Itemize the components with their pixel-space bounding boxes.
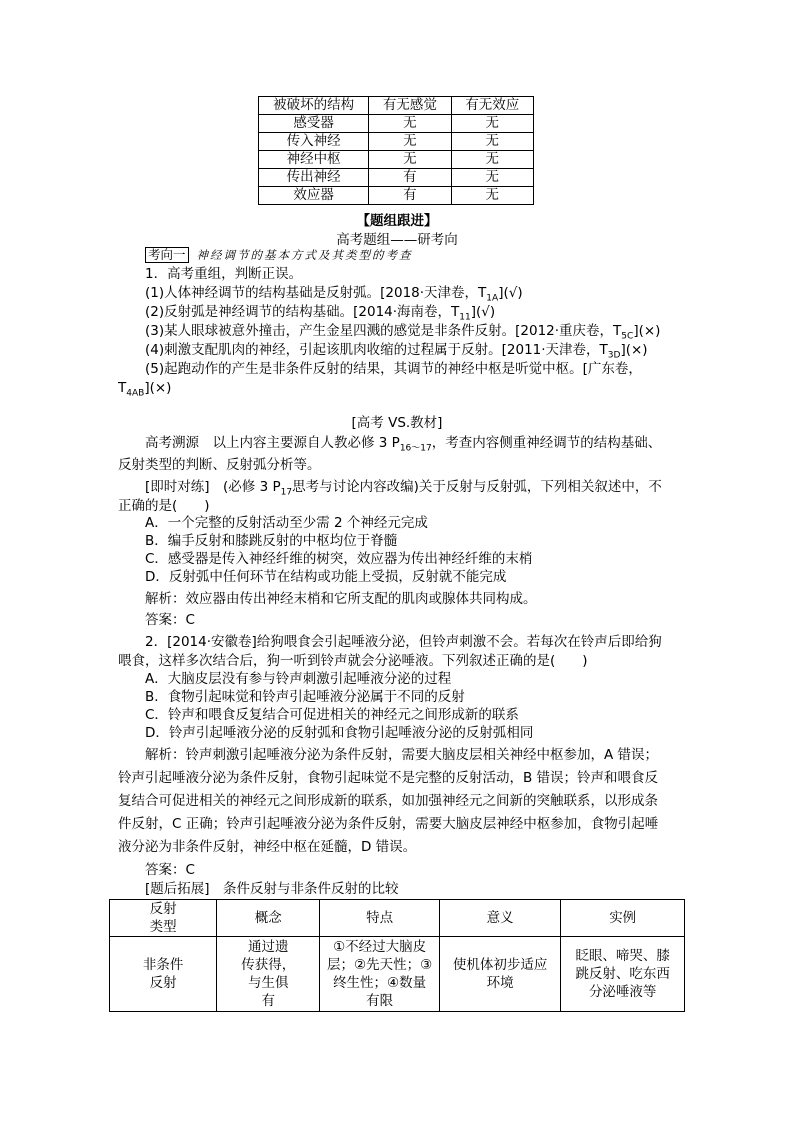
table-row [259,133,534,151]
table-header-cell: 意义 [439,900,561,937]
section-subtitle: 高考题组——研考向 [336,232,458,248]
q2-option: A．大脑皮层没有参与铃声刺激引起唾液分泌的过程 [145,671,452,687]
q1-item: (3)某人眼球被意外撞击，产生金星四溅的感觉是非条件反射。[2012·重庆卷，$T_{5C}](\times)$ [145,323,661,342]
table-header-cell: 实例 [561,900,685,937]
table-header-cell: 有无感觉 [369,97,451,115]
q1-item: (1)人体神经调节的结构基础是反射弧。[2018·天津卷，$T_{1A}](√)$ [145,285,523,304]
q1-item: (5)起跑动作的产生是非条件反射的结果，其调节的神经中枢是听觉中枢。[广东卷， [145,361,642,377]
practice-option: A．一个完整的反射活动至少需 2 个神经元完成 [145,515,428,531]
table-cell: 传入神经 [259,133,369,151]
table-cell: 无 [369,115,451,133]
q2-analysis-line: 复结合可促进相关的神经元之间形成新的联系，如加强神经元之间新的突触联系，以形成条 [118,793,658,809]
source-line: 高考溯源 以上内容主要源自人教必修 3 $P_{16\sim 17}$，考查内容侧重神经调节的结构基础、 [145,435,662,454]
exam-tag: 考向一 [145,247,189,263]
q2-stem: 喂食，这样多次结合后，狗一听到铃声就会分泌唾液。下列叙述正确的是( ) [118,653,588,669]
table-cell: 有 [369,169,451,187]
table-header-cell: 概念 [217,900,320,937]
practice-stem: [即时对练] (必修 3 $P_{17}$思考与讨论内容改编)关于反射与反射弧，下列相关叙述中，不 [145,479,662,498]
q2-analysis-line: 液分泌为非条件反射，神经中枢在延髓，D 错误。 [118,839,417,855]
q1-item: (2)反射弧是神经调节的结构基础。[2014·海南卷，$T_{11}](√)$ [145,304,496,323]
q2-answer: 答案：C [145,862,195,878]
q1-stem: 1．高考重组，判断正误。 [145,266,303,282]
table-cell: 感受器 [259,115,369,133]
table-cell: 眨眼、啼哭、膝 跳反射、吃东西 分泌唾液等 [561,937,685,1012]
q2-analysis-line: 铃声引起唾液分泌为条件反射，食物引起味觉不是完整的反射活动，B 错误；铃声和喂食反 [118,770,659,786]
table-cell: 通过遗 传获得， 与生俱 有 [217,937,320,1012]
extension-title: [题后拓展] 条件反射与非条件反射的比较 [145,881,399,897]
table-cell: 使机体初步适应 环境 [439,937,561,1012]
reflex-comparison-table [109,899,685,1012]
source-line: 反射类型的判断、反射弧分析等。 [118,457,321,473]
practice-option: D．反射弧中任何环节在结构或功能上受损，反射就不能完成 [145,569,507,585]
table-header-row [259,97,534,115]
table-cell: 无 [451,187,533,205]
table-header-row [110,900,685,937]
table-row [259,115,534,133]
section-title: 【题组跟进】 [356,213,438,229]
table-row [259,169,534,187]
q2-option: C．铃声和喂食反复结合可促进相关的神经元之间形成新的联系 [145,707,519,723]
practice-option: B．编手反射和膝跳反射的中枢均位于脊髓 [145,533,398,549]
vs-title: [高考 VS.教材] [351,415,443,431]
table-cell: 有 [369,187,451,205]
q2-stem: 2．[2014·安徽卷]给狗喂食会引起唾液分泌，但铃声刺激不会。若每次在铃声后即给狗 [145,634,662,650]
table-cell: ①不经过大脑皮 层；②先天性；③ 终生性；④数量 有限 [320,937,439,1012]
table-row [110,937,685,1012]
q2-analysis-line: 解析：铃声刺激引起唾液分泌为条件反射，需要大脑皮层相关神经中枢参加，A 错误； [145,747,659,763]
q2-option: D．铃声引起唾液分泌的反射弧和食物引起唾液分泌的反射弧相同 [145,725,534,741]
table-row [259,151,534,169]
q1-item: (4)刺激支配肌肉的神经，引起该肌肉收缩的过程属于反射。[2011·天津卷，$T_{3D}](\times)$ [145,342,648,361]
exam-topic: 神经调节的基本方式及其类型的考查 [196,248,413,262]
practice-option: C．感受器是传入神经纤维的树突，效应器为传出神经纤维的末梢 [145,551,533,567]
table-cell: 效应器 [259,187,369,205]
practice-stem: 正确的是( ) [118,498,210,514]
practice-answer: 答案：C [145,612,195,628]
table-header-cell: 反射 类型 [110,900,217,937]
table-row [259,187,534,205]
table-cell: 传出神经 [259,169,369,187]
table-header-cell: 有无效应 [451,97,533,115]
table-header-cell: 特点 [320,900,439,937]
table-cell: 无 [451,169,533,187]
table-cell: 神经中枢 [259,151,369,169]
table-cell: 非条件 反射 [110,937,217,1012]
damage-effect-table [258,96,534,205]
table-cell: 无 [451,115,533,133]
table-cell: 无 [451,133,533,151]
table-cell: 无 [369,151,451,169]
table-cell: 无 [451,151,533,169]
q2-analysis-line: 件反射，C 正确；铃声引起唾液分泌为条件反射，需要大脑皮层神经中枢参加，食物引起唾 [118,816,659,832]
table-cell: 无 [369,133,451,151]
practice-analysis: 解析：效应器由传出神经末梢和它所支配的肌肉或腺体共同构成。 [145,591,537,607]
exam-direction [145,246,413,264]
table-header-cell: 被破坏的结构 [259,97,369,115]
q1-item-continued: $T_{4AB}](\times)$ [118,380,172,399]
q2-option: B．食物引起味觉和铃声引起唾液分泌属于不同的反射 [145,689,465,705]
